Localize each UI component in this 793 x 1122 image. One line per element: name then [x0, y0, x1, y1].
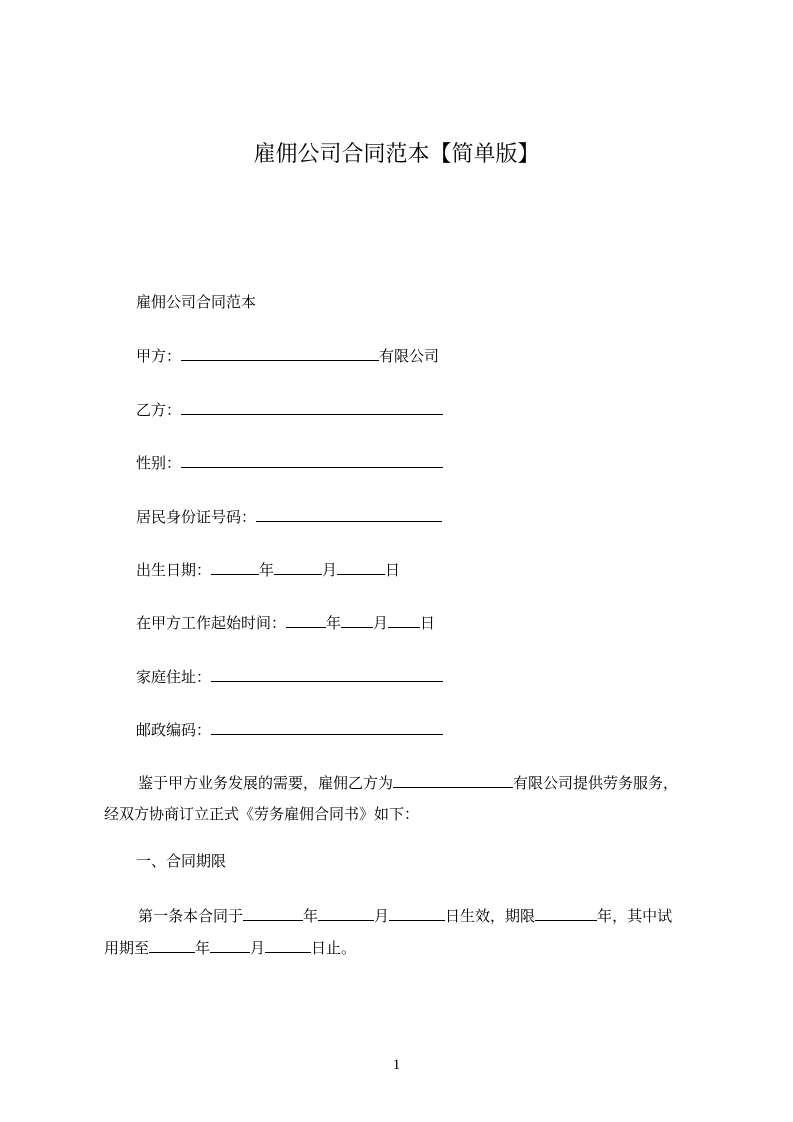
preamble-line-1	[104, 772, 704, 792]
effective-month-unit: 月	[374, 907, 390, 925]
page-number: 1	[392, 1057, 401, 1073]
trial-year-unit: 年	[195, 939, 211, 957]
trial-day-blank	[265, 937, 311, 953]
start-month-unit: 月	[373, 614, 389, 632]
start-date-label: 在甲方工作起始时间：	[136, 614, 287, 632]
address-blank	[211, 666, 443, 682]
id-number-field	[136, 506, 442, 527]
start-month-blank	[341, 612, 373, 628]
preamble-paragraph	[104, 772, 704, 836]
gender-label: 性别：	[136, 454, 182, 472]
party-b-label: 乙方：	[136, 401, 182, 419]
article-1-line-2	[104, 937, 704, 957]
party-a-field	[136, 345, 439, 366]
effective-text: 日生效，期限	[445, 907, 536, 925]
postcode-field	[136, 719, 443, 740]
birth-month-blank	[274, 559, 322, 575]
document-subtitle: 雇佣公司合同范本	[136, 293, 257, 311]
article-1-text-start: 第一条本合同于	[138, 907, 244, 925]
term-blank	[535, 905, 597, 921]
section-1-heading: 一、合同期限	[136, 852, 227, 870]
effective-day-blank	[389, 905, 445, 921]
trial-end-label: 用期至	[104, 939, 150, 957]
effective-year-blank	[243, 905, 303, 921]
birth-year-unit: 年	[259, 561, 275, 579]
trial-year-blank	[149, 937, 195, 953]
party-b-field	[136, 399, 443, 420]
party-a-label: 甲方：	[136, 347, 182, 365]
party-a-blank	[181, 345, 379, 361]
address-label: 家庭住址：	[136, 668, 212, 686]
document-title: 雇佣公司合同范本【简单版】	[253, 142, 540, 167]
gender-blank	[181, 452, 443, 468]
start-year-blank	[286, 612, 326, 628]
birth-year-blank	[211, 559, 259, 575]
birth-month-unit: 月	[322, 561, 338, 579]
postcode-label: 邮政编码：	[136, 721, 212, 739]
article-1-line-1	[104, 905, 704, 925]
id-number-blank	[256, 506, 442, 522]
effective-year-unit: 年	[303, 907, 319, 925]
article-1-paragraph	[104, 905, 704, 969]
birth-day-blank	[337, 559, 385, 575]
party-a-suffix: 有限公司	[379, 347, 440, 365]
start-day-blank	[388, 612, 420, 628]
company-blank	[393, 772, 513, 788]
preamble-line-2: 经双方协商订立正式《劳务雇佣合同书》如下：	[104, 805, 420, 823]
effective-month-blank	[318, 905, 374, 921]
postcode-blank	[211, 719, 443, 735]
gender-field	[136, 452, 443, 473]
trial-text: 年，其中试	[597, 907, 673, 925]
birth-date-label: 出生日期：	[136, 561, 212, 579]
trial-month-blank	[210, 937, 250, 953]
birth-date-field	[136, 559, 400, 580]
birth-day-unit: 日	[385, 561, 401, 579]
start-year-unit: 年	[326, 614, 342, 632]
id-number-label: 居民身份证号码：	[136, 508, 257, 526]
preamble-text-1: 鉴于甲方业务发展的需要，雇佣乙方为	[138, 774, 394, 792]
start-date-field	[136, 612, 435, 633]
address-field	[136, 666, 443, 687]
party-b-blank	[181, 399, 443, 415]
trial-end-text: 日止。	[311, 939, 357, 957]
preamble-text-2: 有限公司提供劳务服务，	[513, 774, 679, 792]
trial-month-unit: 月	[250, 939, 266, 957]
start-day-unit: 日	[420, 614, 436, 632]
